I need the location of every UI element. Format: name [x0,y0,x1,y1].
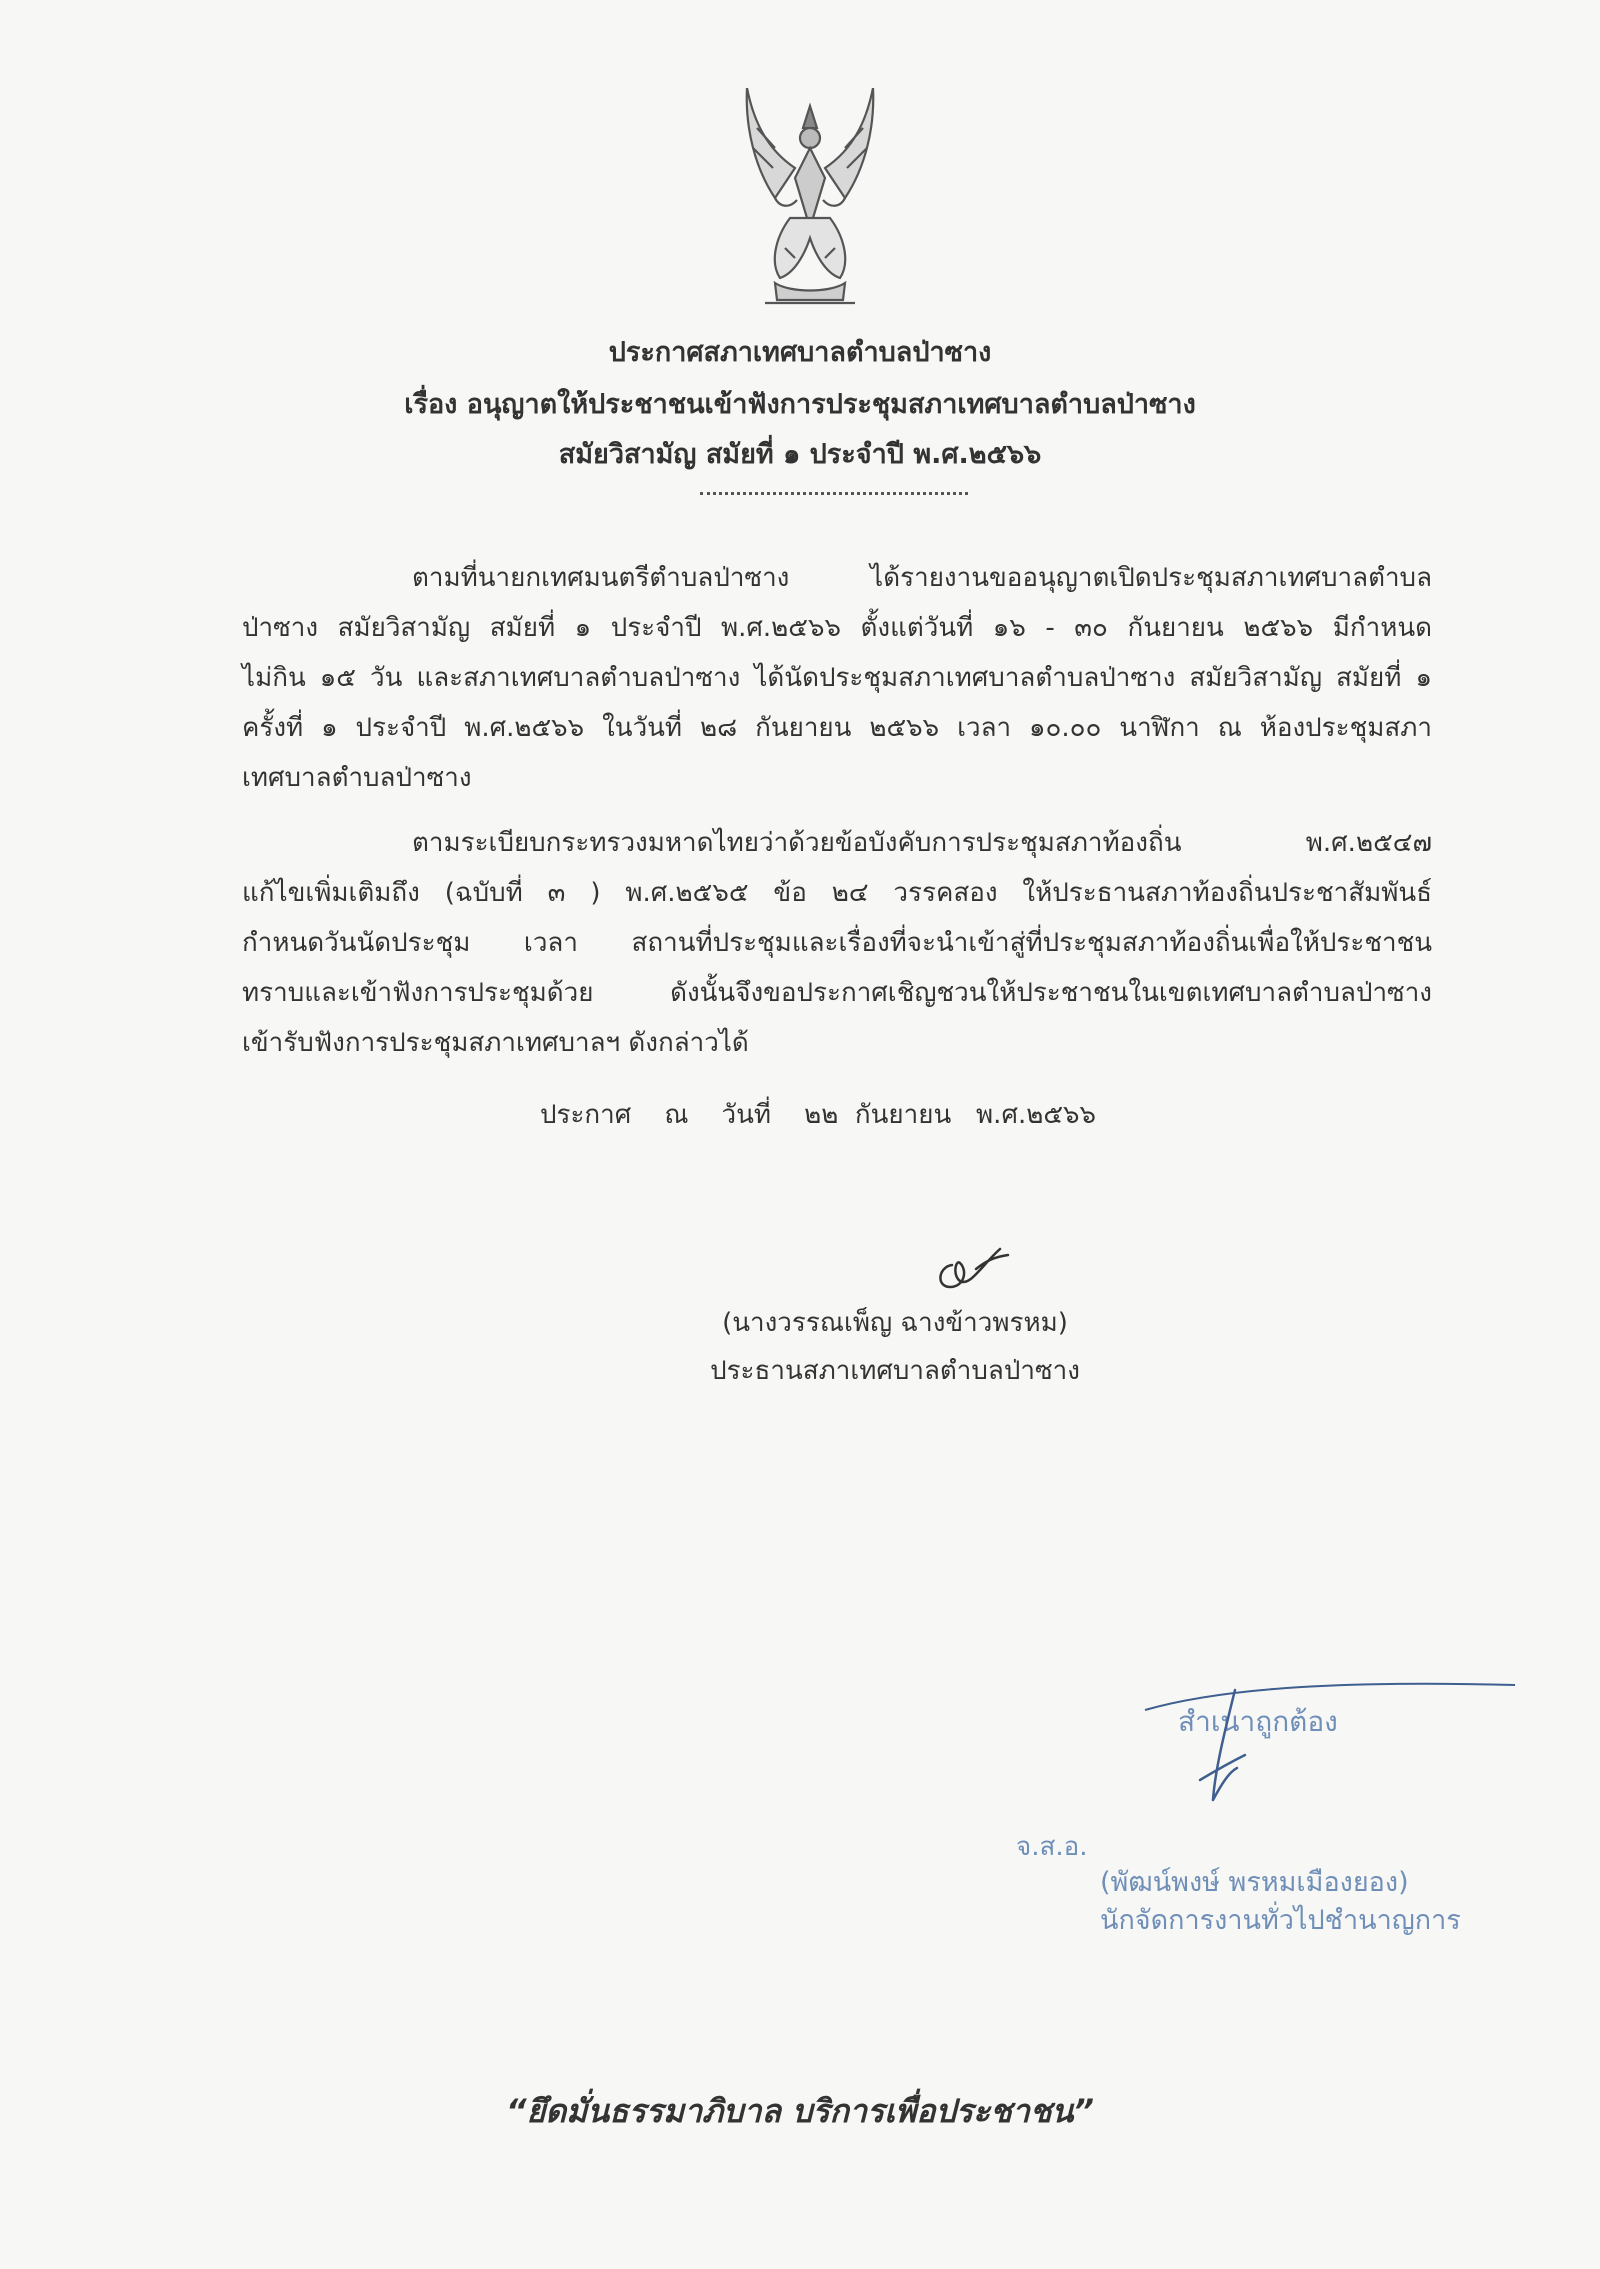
paragraph-line: แก้ไขเพิ่มเติมถึง (ฉบับที่ ๓ ) พ.ศ.๒๕๖๕ ข้อ ๒๔ วรรคสอง ให้ประธานสภาท้องถิ่นประชาสัมพันธ์ [242,878,1432,908]
stamp-officer-name: (พัฒน์พงษ์ พรหมเมืองยอง) [1100,1867,1409,1898]
document-title: ประกาศสภาเทศบาลตำบลป่าซาง [608,337,992,368]
paragraph-line: เข้ารับฟังการประชุมสภาเทศบาลฯ ดังกล่าวได้ [242,1028,749,1058]
paragraph-line: ตามที่นายกเทศมนตรีตำบลป่าซาง ได้รายงานขออนุญาตเปิดประชุมสภาเทศบาลตำบล [412,563,1432,593]
document-session: สมัยวิสามัญ สมัยที่ ๑ ประจำปี พ.ศ.๒๕๖๖ [558,439,1042,470]
signatory-position: ประธานสภาเทศบาลตำบลป่าซาง [710,1356,1080,1386]
paragraph-line: ครั้งที่ ๑ ประจำปี พ.ศ.๒๕๖๖ ในวันที่ ๒๘ กันยายน ๒๕๖๖ เวลา ๑๐.๐๐ นาฬิกา ณ ห้องประชุมสภา [242,713,1432,743]
footer-motto: “ยึดมั่นธรรมาภิบาล บริการเพื่อประชาชน” [505,2092,1095,2130]
paragraph-line: ตามระเบียบกระทรวงมหาดไทยว่าด้วยข้อบังคับการประชุมสภาท้องถิ่น พ.ศ.๒๕๔๗ [412,828,1432,858]
dotted-separator [700,492,968,495]
stamp-officer-position: นักจัดการงานทั่วไปชำนาญการ [1100,1905,1461,1936]
paragraph-line: กำหนดวันนัดประชุม เวลา สถานที่ประชุมและเรื่องที่จะนำเข้าสู่ที่ประชุมสภาท้องถิ่นเพื่อให้ประชาชน [242,928,1432,958]
paragraph-line: เทศบาลตำบลป่าซาง [242,763,472,793]
paragraph-1 [242,553,1432,803]
garuda-emblem-icon [735,88,885,318]
handwritten-signature-icon [930,1235,1010,1295]
paragraph-line: ป่าซาง สมัยวิสามัญ สมัยที่ ๑ ประจำปี พ.ศ.๒๕๖๖ ตั้งแต่วันที่ ๑๖ - ๓๐ กันยายน ๒๕๖๖ มีกำหนด [242,613,1432,643]
stamp-initials: จ.ส.อ. [1016,1832,1088,1862]
certified-copy-stamp: สำเนาถูกต้อง [1178,1705,1338,1738]
paragraph-line: ไม่กิน ๑๕ วัน และสภาเทศบาลตำบลป่าซาง ได้นัดประชุมสภาเทศบาลตำบลป่าซาง สมัยวิสามัญ สมัยที่ ๑ [242,663,1432,693]
announcement-date: ประกาศ ณ วันที่ ๒๒ กันยายน พ.ศ.๒๕๖๖ [540,1100,1097,1130]
paragraph-line: ทราบและเข้าฟังการประชุมด้วย ดังนั้นจึงขอประกาศเชิญชวนให้ประชาชนในเขตเทศบาลตำบลป่าซาง [242,978,1432,1008]
document-subject: เรื่อง อนุญาตให้ประชาชนเข้าฟังการประชุมสภาเทศบาลตำบลป่าซาง [404,389,1196,420]
stamp-signature-icon [1125,1650,1525,1830]
signatory-name: (นางวรรณเพ็ญ ฉางข้าวพรหม) [722,1308,1068,1338]
paragraph-2 [242,818,1432,1068]
